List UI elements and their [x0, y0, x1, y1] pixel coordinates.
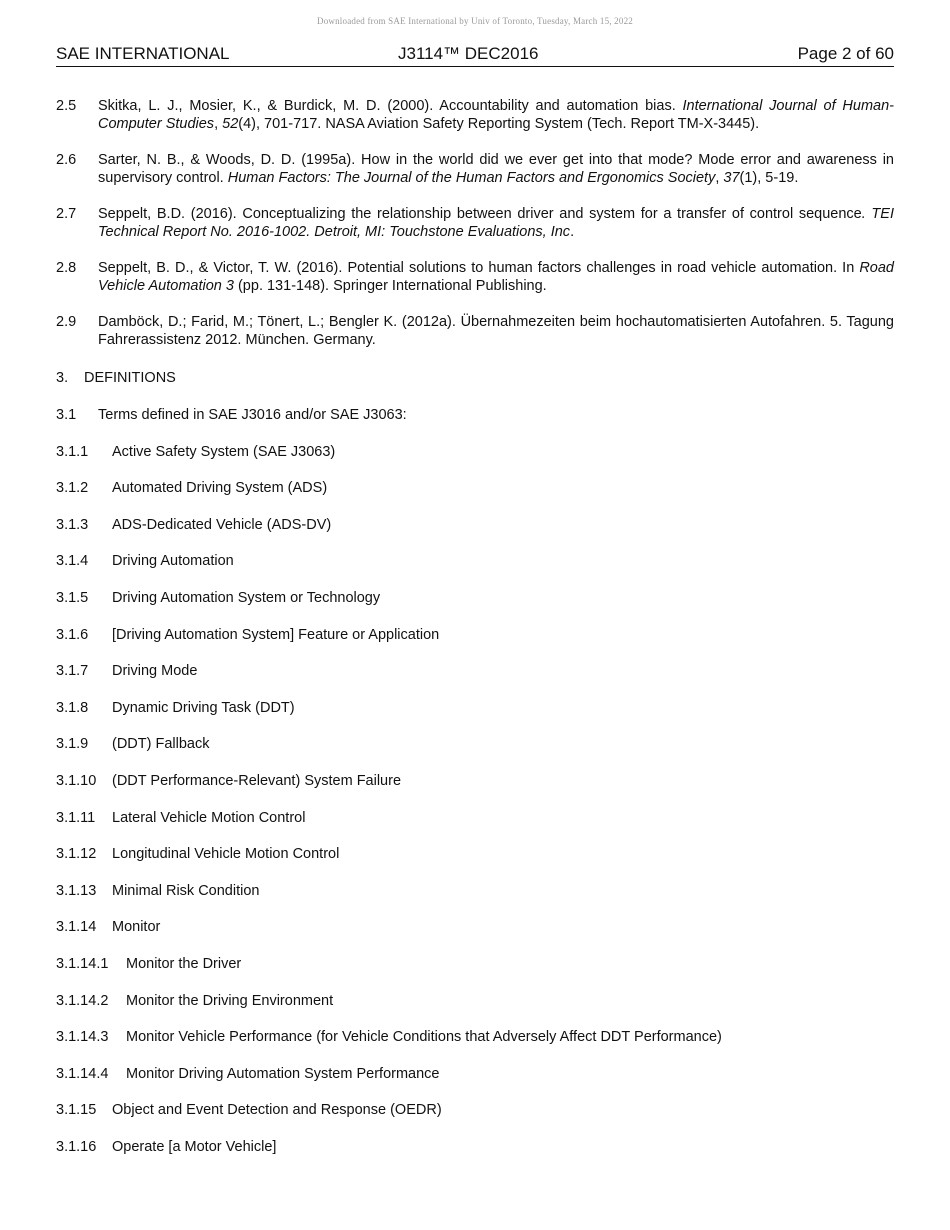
definition-number: 3.1.11 — [56, 809, 96, 826]
definition-item — [56, 662, 894, 699]
reference-number: 2.9 — [56, 314, 77, 330]
reference-text: Damböck, D.; Farid, M.; Tönert, L.; Bengler K. (2012a). Übernahmezeiten beim hochautomatisierten Autofahren. 5. Tagung Fahrerassistenz 2012. München. Germany. — [98, 314, 894, 348]
definition-item — [56, 1065, 894, 1102]
definition-number: 3.1.4 — [56, 553, 89, 570]
reference-list — [56, 97, 894, 367]
reference-number: 2.7 — [56, 206, 77, 222]
definition-item — [56, 1101, 894, 1138]
definition-number: 3.1.14.2 — [56, 992, 109, 1009]
header-doc-id: J3114™ DEC2016 — [398, 44, 539, 63]
definition-term: Dynamic Driving Task (DDT) — [112, 699, 295, 716]
definition-number: 3.1.7 — [56, 663, 89, 680]
definition-item — [56, 552, 894, 589]
page-header — [56, 44, 894, 67]
reference-text: Seppelt, B. D., & Victor, T. W. (2016). Potential solutions to human factors challenges in road vehicle automation. In Road Vehicle Automation 3 (pp. 131-148). Springer International Publishing. — [98, 260, 894, 294]
definition-term: [Driving Automation System] Feature or Application — [112, 626, 440, 643]
definition-term: Lateral Vehicle Motion Control — [112, 809, 306, 826]
definition-number: 3.1.9 — [56, 736, 89, 753]
header-page-number: Page 2 of 60 — [797, 44, 894, 63]
reference-text: Sarter, N. B., & Woods, D. D. (1995a). How in the world did we ever get into that mode? Mode error and awareness in supervisory control. Human Factors: The Journal of the Human Factors and Ergonomics Society, 37(1), 5-19. — [98, 152, 894, 186]
definition-item — [56, 479, 894, 516]
definition-item — [56, 955, 894, 992]
reference-item — [56, 205, 894, 241]
definitions-list — [56, 406, 894, 1174]
definition-number: 3.1.14.1 — [56, 955, 109, 972]
definition-term: Monitor the Driver — [126, 955, 242, 972]
reference-item — [56, 259, 894, 295]
definition-number: 3.1.2 — [56, 480, 89, 497]
reference-item — [56, 313, 894, 349]
definition-number: 3.1.5 — [56, 589, 89, 606]
definition-term: Minimal Risk Condition — [112, 882, 260, 899]
definition-item — [56, 699, 894, 736]
definition-item — [56, 809, 894, 846]
definition-term: Monitor Vehicle Performance (for Vehicle Conditions that Adversely Affect DDT Performance) — [126, 1029, 722, 1046]
definition-item — [56, 735, 894, 772]
reference-number: 2.6 — [56, 152, 77, 168]
definition-term: Object and Event Detection and Response (OEDR) — [112, 1102, 442, 1119]
definition-item — [56, 882, 894, 919]
definition-item — [56, 516, 894, 553]
definition-term: Operate [a Motor Vehicle] — [112, 1138, 277, 1155]
definition-term: Monitor the Driving Environment — [126, 992, 334, 1009]
definition-number: 3.1.8 — [56, 699, 89, 716]
definition-term: Driving Automation — [112, 553, 234, 570]
definition-number: 3.1.3 — [56, 516, 89, 533]
header-org: SAE INTERNATIONAL — [56, 44, 230, 63]
definition-item — [56, 589, 894, 626]
definition-number: 3.1.15 — [56, 1102, 97, 1119]
definition-number: 3.1.6 — [56, 626, 89, 643]
definition-item — [56, 406, 894, 443]
definition-number: 3.1.14.4 — [56, 1065, 109, 1082]
definition-number: 3.1.14 — [56, 919, 97, 936]
definition-item — [56, 992, 894, 1029]
definition-number: 3.1.16 — [56, 1138, 97, 1155]
reference-item — [56, 97, 894, 133]
definition-term: Automated Driving System (ADS) — [112, 480, 328, 497]
reference-number: 2.5 — [56, 98, 77, 114]
definition-term: Monitor Driving Automation System Performance — [126, 1065, 440, 1082]
definition-number: 3.1.14.3 — [56, 1029, 109, 1046]
reference-item — [56, 151, 894, 187]
definition-term: Driving Mode — [112, 663, 198, 680]
definition-item — [56, 443, 894, 480]
definition-term: Driving Automation System or Technology — [112, 589, 381, 606]
section-heading-definitions: 3. DEFINITIONS — [56, 370, 176, 386]
definition-term: Terms defined in SAE J3016 and/or SAE J3063: — [98, 407, 407, 423]
reference-text: Seppelt, B.D. (2016). Conceptualizing the relationship between driver and system for a transfer of control sequence. TEI Technical Report No. 2016-1002. Detroit, MI: Touchstone Evaluations, Inc. — [98, 206, 894, 240]
definition-item — [56, 1028, 894, 1065]
definition-item — [56, 626, 894, 663]
definition-term: ADS-Dedicated Vehicle (ADS-DV) — [112, 516, 332, 533]
definition-item — [56, 845, 894, 882]
definition-number: 3.1.10 — [56, 772, 97, 789]
download-watermark: Downloaded from SAE International by Univ of Toronto, Tuesday, March 15, 2022 — [317, 16, 633, 26]
definition-number: 3.1.13 — [56, 882, 97, 899]
definition-item — [56, 918, 894, 955]
definition-term: (DDT) Fallback — [112, 736, 210, 753]
definition-term: Longitudinal Vehicle Motion Control — [112, 846, 340, 863]
definition-term: Monitor — [112, 919, 161, 936]
definition-number: 3.1 — [56, 407, 77, 423]
definition-item — [56, 772, 894, 809]
definition-term: Active Safety System (SAE J3063) — [112, 443, 336, 460]
definition-term: (DDT Performance-Relevant) System Failure — [112, 772, 402, 789]
definition-number: 3.1.1 — [56, 443, 89, 460]
definition-item — [56, 1138, 894, 1175]
reference-text: Skitka, L. J., Mosier, K., & Burdick, M. D. (2000). Accountability and automation bias. International Journal of Human-Computer Studies, 52(4), 701-717. NASA Aviation Safety Reporting System (Tech. Report TM-X-3445). — [98, 98, 894, 132]
definition-number: 3.1.12 — [56, 846, 97, 863]
reference-number: 2.8 — [56, 260, 77, 276]
